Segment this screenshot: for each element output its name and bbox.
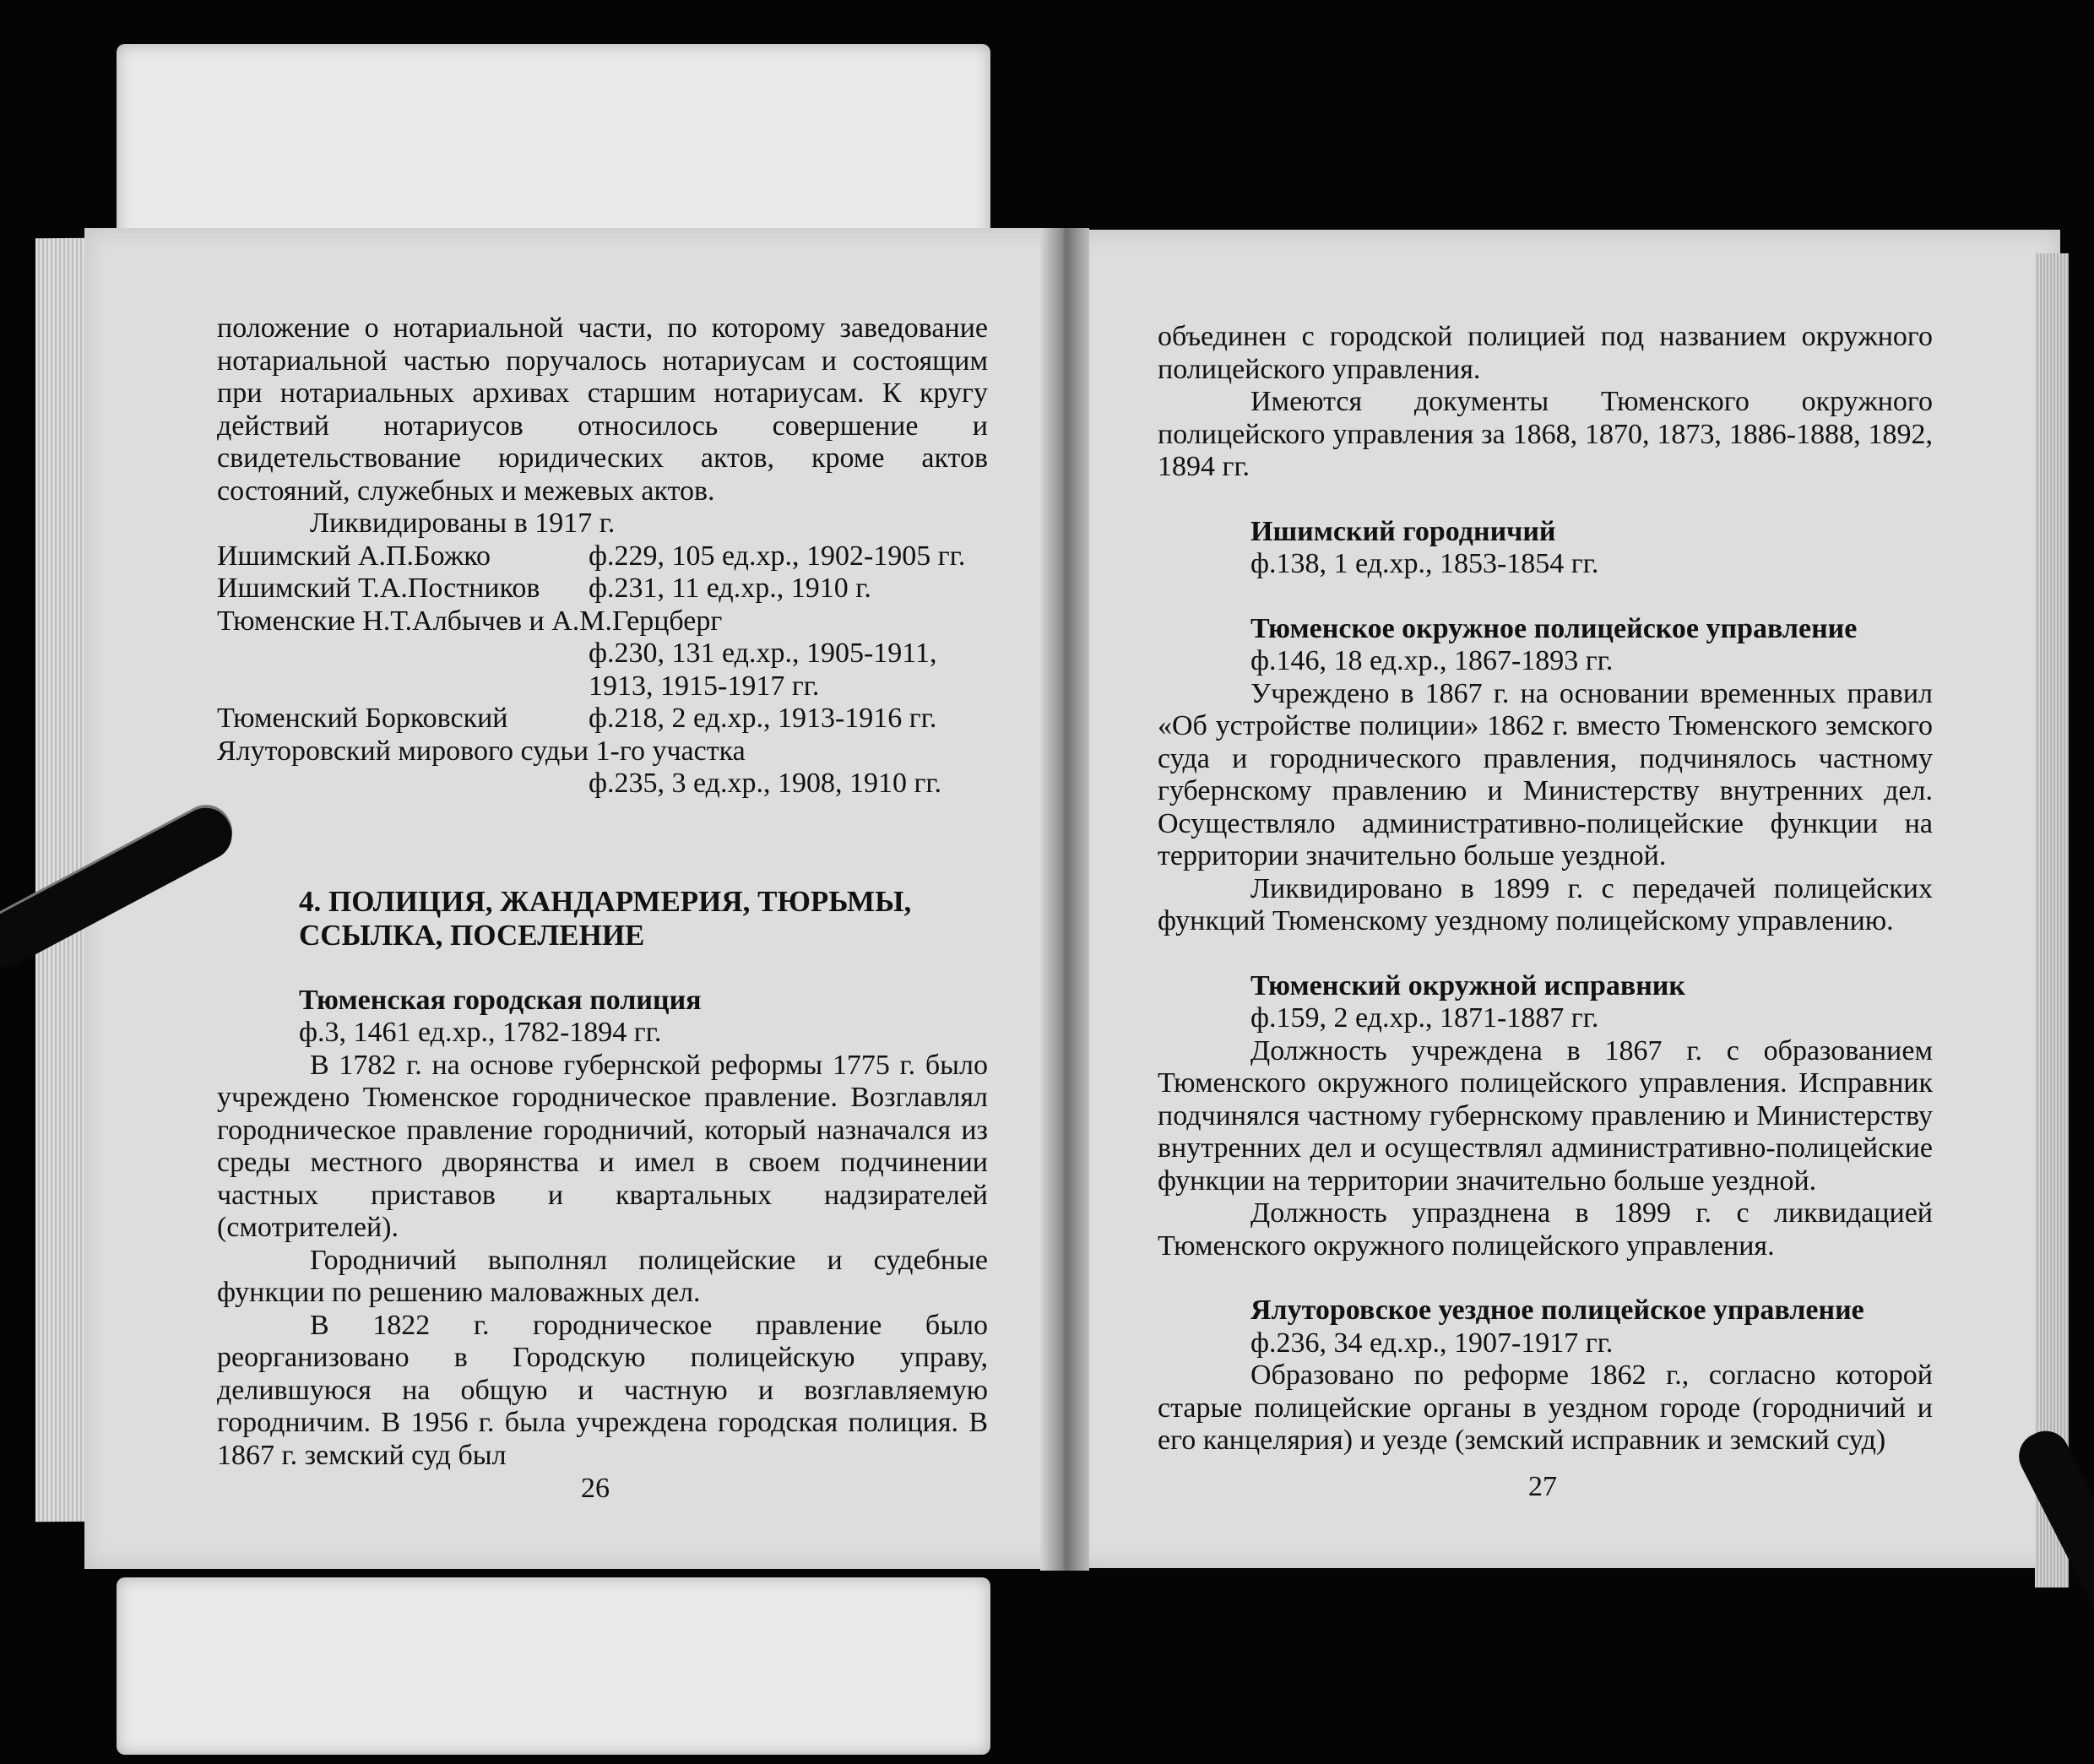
paragraph: Ликвидировано в 1899 г. с передачей полицейских функций Тюменскому уездному полицейскому управлению. — [1158, 872, 1933, 936]
page-edges-right — [2035, 253, 2069, 1588]
entry-name: Ишимский Т.А.Постников — [217, 573, 540, 604]
page-number: 27 — [1528, 1471, 1557, 1502]
page-number: 26 — [581, 1473, 610, 1504]
paragraph-notary: положение о нотариальной части, по которому заведование нотариальной частью поручалось нотариусам и состоящим при нотариальных архивах старшим нотариусам. К кругу действий нотариусов относилось совершение и свидетельствование юридических актов, кроме актов состояний, служебных и межевых актов. — [217, 312, 988, 507]
book-gutter — [1040, 228, 1089, 1571]
section-heading: 4. ПОЛИЦИЯ, ЖАНДАРМЕРИЯ, ТЮРЬМЫ, — [299, 884, 912, 918]
section-heading: ССЫЛКА, ПОСЕЛЕНИЕ — [299, 918, 645, 952]
entry-row — [217, 703, 988, 735]
liquidated-note: Ликвидированы в 1917 г. — [310, 507, 616, 539]
fund-title: Ялуторовское уездное полицейское управление — [1250, 1295, 1864, 1326]
fund-title: Тюменское окружное полицейское управление — [1250, 612, 1858, 644]
left-page-text — [217, 312, 988, 1472]
entry-name: Тюменский Борковский — [217, 703, 508, 734]
paragraph: объединен с городской полицией под названием окружного полицейского управления. — [1158, 321, 1933, 385]
fund-ref: ф.138, 1 ед.хр., 1853-1854 гг. — [1250, 548, 1599, 579]
paragraph: В 1782 г. на основе губернской реформы 1775 г. было учреждено Тюменское городническое правление. Возглавлял городническое правление городничий, который назначался из среды местного дворянства и имел в своем подчинении частных приставов и квартальных надзирателей (смотрителей). — [217, 1049, 988, 1243]
entry-ref: ф.235, 3 ед.хр., 1908, 1910 гг. — [589, 768, 942, 799]
paragraph: Имеются документы Тюменского окружного полицейского управления за 1868, 1870, 1873, 1886-1888, 1892, 1894 гг. — [1158, 386, 1933, 482]
entry-row — [217, 573, 988, 605]
paragraph: В 1822 г. городническое правление было реорганизовано в Городскую полицейскую управу, делившуюся на общую и частную и возглавляемую городничим. В 1956 г. была учреждена городская полиция. В 1867 г. земский суд был — [217, 1309, 988, 1471]
entry-name: Ялуторовский мирового судьи 1-го участка — [217, 735, 746, 767]
right-page-text — [1158, 321, 1933, 1457]
paragraph: Городничий выполнял полицейские и судебные функции по решению маловажных дел. — [217, 1244, 988, 1308]
fund-ref: ф.236, 34 ед.хр., 1907-1917 гг. — [1250, 1327, 1614, 1359]
fund-title: Тюменская городская полиция — [299, 984, 702, 1016]
fund-title: Тюменский окружной исправник — [1250, 969, 1685, 1001]
fund-ref: ф.159, 2 ед.хр., 1871-1887 гг. — [1250, 1002, 1599, 1034]
paragraph: Должность учреждена в 1867 г. с образованием Тюменского окружного полицейского управления. Исправник подчинялся частному губернскому правлению и Министерству внутренних дел и осуществлял административно-полицейские функции на территории значительно больше уездной. — [1158, 1034, 1933, 1197]
paragraph: Учреждено в 1867 г. на основании временных правил «Об устройстве полиции» 1862 г. вместо Тюменского земского суда и городнического правления, подчинялось частному губернскому правлению и Министерству внутренних дел. Осуществляло административно-полицейские функции на территории значительно больше уездной. — [1158, 677, 1933, 871]
fund-ref: ф.3, 1461 ед.хр., 1782-1894 гг. — [299, 1017, 662, 1048]
paragraph: Должность упразднена в 1899 г. с ликвидацией Тюменского окружного полицейского управления. — [1158, 1197, 1933, 1262]
foam-padding-top — [117, 44, 990, 247]
entry-ref: ф.230, 131 ед.хр., 1905-1911, — [589, 638, 937, 669]
entry-row — [217, 540, 988, 573]
entry-ref: ф.229, 105 ед.хр., 1902-1905 гг. — [589, 540, 966, 572]
foam-padding-bottom — [117, 1577, 990, 1755]
entry-ref: ф.231, 11 ед.хр., 1910 г. — [589, 573, 871, 604]
entry-name: Тюменские Н.Т.Албычев и А.М.Герцберг — [217, 605, 723, 637]
paragraph: Образовано по реформе 1862 г., согласно которой старые полицейские органы в уездном городе (городничий и его канцелярия) и уезде (земский исправник и земский суд) — [1158, 1360, 1933, 1456]
fund-ref: ф.146, 18 ед.хр., 1867-1893 гг. — [1250, 645, 1614, 676]
entry-name: Ишимский А.П.Божко — [217, 540, 491, 572]
entry-ref: ф.218, 2 ед.хр., 1913-1916 гг. — [589, 703, 937, 734]
entry-ref: 1913, 1915-1917 гг. — [589, 670, 820, 702]
fund-title: Ишимский городничий — [1250, 515, 1556, 547]
